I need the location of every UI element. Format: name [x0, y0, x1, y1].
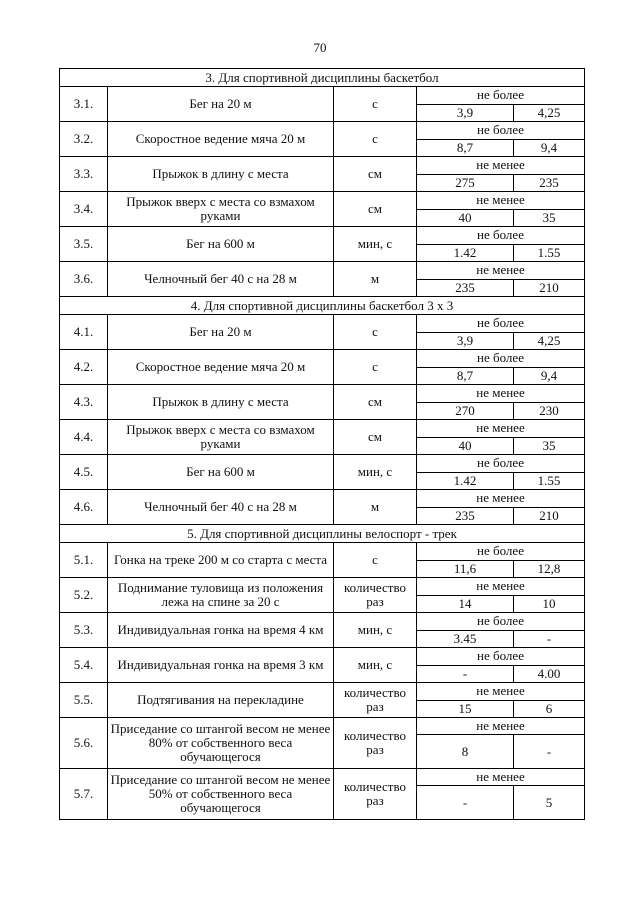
unit: мин, с — [334, 613, 417, 648]
table-row — [60, 718, 585, 735]
value-2: 1.55 — [514, 472, 585, 490]
exercise-name: Прыжок в длину с места — [108, 157, 334, 192]
value-1: 8,7 — [417, 367, 514, 385]
exercise-name: Индивидуальная гонка на время 4 км — [108, 613, 334, 648]
unit: м — [334, 490, 417, 525]
table-row — [60, 227, 585, 245]
table-row — [60, 87, 585, 105]
value-1: 8 — [417, 735, 514, 769]
value-1: 270 — [417, 402, 514, 420]
unit: с — [334, 122, 417, 157]
row-number: 4.3. — [60, 385, 108, 420]
table-row — [60, 315, 585, 333]
unit: с — [334, 315, 417, 350]
value-2: 5 — [514, 786, 585, 820]
page-number: 70 — [313, 40, 327, 55]
row-number: 5.4. — [60, 648, 108, 683]
exercise-name: Прыжок вверх с места со взмахом руками — [108, 192, 334, 227]
exercise-name: Прыжок в длину с места — [108, 385, 334, 420]
exercise-name: Поднимание туловища из положения лежа на спине за 20 с — [108, 578, 334, 613]
value-2: 10 — [514, 595, 585, 613]
value-2: 35 — [514, 209, 585, 227]
row-number: 3.1. — [60, 87, 108, 122]
section-header — [60, 69, 585, 87]
condition: не более — [417, 350, 585, 368]
value-2: 210 — [514, 507, 585, 525]
exercise-name: Приседание со штангой весом не менее 50% от собственного веса обучающегося — [108, 769, 334, 820]
condition: не более — [417, 227, 585, 245]
condition: не менее — [417, 157, 585, 175]
condition: не менее — [417, 578, 585, 596]
value-2: 9,4 — [514, 139, 585, 157]
unit: см — [334, 385, 417, 420]
value-2: 4,25 — [514, 104, 585, 122]
unit: с — [334, 87, 417, 122]
table-row — [60, 192, 585, 210]
condition: не менее — [417, 490, 585, 508]
table-row — [60, 490, 585, 508]
value-1: 14 — [417, 595, 514, 613]
value-1: 11,6 — [417, 560, 514, 578]
value-1: 3,9 — [417, 104, 514, 122]
exercise-name: Приседание со штангой весом не менее 80% от собственного веса обучающегося — [108, 718, 334, 769]
table-row — [60, 683, 585, 701]
condition: не менее — [417, 683, 585, 701]
table-row — [60, 385, 585, 403]
value-2: 9,4 — [514, 367, 585, 385]
table-row — [60, 455, 585, 473]
value-1: 40 — [417, 437, 514, 455]
value-2: 6 — [514, 700, 585, 718]
exercise-name: Подтягивания на перекладине — [108, 683, 334, 718]
unit: см — [334, 192, 417, 227]
unit: мин, с — [334, 648, 417, 683]
unit: количество раз — [334, 578, 417, 613]
row-number: 4.5. — [60, 455, 108, 490]
section-title: 3. Для спортивной дисциплины баскетбол — [60, 69, 585, 87]
value-1: - — [417, 786, 514, 820]
row-number: 4.2. — [60, 350, 108, 385]
condition: не менее — [417, 718, 585, 735]
condition: не менее — [417, 192, 585, 210]
unit: количество раз — [334, 769, 417, 820]
section-title: 4. Для спортивной дисциплины баскетбол 3 х 3 — [60, 297, 585, 315]
row-number: 5.3. — [60, 613, 108, 648]
row-number: 5.1. — [60, 543, 108, 578]
row-number: 4.6. — [60, 490, 108, 525]
table-row — [60, 769, 585, 786]
row-number: 3.6. — [60, 262, 108, 297]
exercise-name: Челночный бег 40 с на 28 м — [108, 490, 334, 525]
table-row — [60, 262, 585, 280]
row-number: 5.5. — [60, 683, 108, 718]
unit: мин, с — [334, 455, 417, 490]
exercise-name: Бег на 600 м — [108, 227, 334, 262]
value-1: 1.42 — [417, 244, 514, 262]
exercise-name: Бег на 600 м — [108, 455, 334, 490]
value-2: 12,8 — [514, 560, 585, 578]
section-header — [60, 297, 585, 315]
row-number: 5.2. — [60, 578, 108, 613]
table-row — [60, 350, 585, 368]
value-2: 35 — [514, 437, 585, 455]
value-2: - — [514, 630, 585, 648]
condition: не более — [417, 122, 585, 140]
unit: см — [334, 420, 417, 455]
exercise-name: Скоростное ведение мяча 20 м — [108, 350, 334, 385]
row-number: 5.6. — [60, 718, 108, 769]
unit: количество раз — [334, 718, 417, 769]
table-row — [60, 648, 585, 666]
value-2: - — [514, 735, 585, 769]
value-1: 235 — [417, 279, 514, 297]
value-2: 235 — [514, 174, 585, 192]
table-row — [60, 122, 585, 140]
row-number: 5.7. — [60, 769, 108, 820]
unit: с — [334, 543, 417, 578]
condition: не менее — [417, 420, 585, 438]
section-header — [60, 525, 585, 543]
row-number: 3.4. — [60, 192, 108, 227]
value-2: 1.55 — [514, 244, 585, 262]
value-1: 1.42 — [417, 472, 514, 490]
exercise-name: Гонка на треке 200 м со старта с места — [108, 543, 334, 578]
value-1: 8,7 — [417, 139, 514, 157]
section-title: 5. Для спортивной дисциплины велоспорт - трек — [60, 525, 585, 543]
table-row — [60, 420, 585, 438]
condition: не более — [417, 315, 585, 333]
row-number: 3.5. — [60, 227, 108, 262]
condition: не более — [417, 648, 585, 666]
exercise-name: Бег на 20 м — [108, 315, 334, 350]
unit: см — [334, 157, 417, 192]
exercise-name: Прыжок вверх с места со взмахом руками — [108, 420, 334, 455]
unit: м — [334, 262, 417, 297]
value-1: 15 — [417, 700, 514, 718]
table-row — [60, 543, 585, 561]
exercise-name: Индивидуальная гонка на время 3 км — [108, 648, 334, 683]
value-1: 235 — [417, 507, 514, 525]
norms-table — [59, 68, 585, 820]
exercise-name: Челночный бег 40 с на 28 м — [108, 262, 334, 297]
condition: не более — [417, 543, 585, 561]
value-1: 3,9 — [417, 332, 514, 350]
row-number: 4.4. — [60, 420, 108, 455]
value-1: 3.45 — [417, 630, 514, 648]
value-1: - — [417, 665, 514, 683]
table-row — [60, 578, 585, 596]
condition: не менее — [417, 769, 585, 786]
value-1: 275 — [417, 174, 514, 192]
value-2: 230 — [514, 402, 585, 420]
condition: не более — [417, 613, 585, 631]
unit: с — [334, 350, 417, 385]
exercise-name: Бег на 20 м — [108, 87, 334, 122]
value-1: 40 — [417, 209, 514, 227]
value-2: 210 — [514, 279, 585, 297]
table-row — [60, 157, 585, 175]
condition: не более — [417, 455, 585, 473]
condition: не более — [417, 87, 585, 105]
condition: не менее — [417, 262, 585, 280]
unit: количество раз — [334, 683, 417, 718]
row-number: 3.2. — [60, 122, 108, 157]
row-number: 4.1. — [60, 315, 108, 350]
unit: мин, с — [334, 227, 417, 262]
table-row — [60, 613, 585, 631]
value-2: 4.00 — [514, 665, 585, 683]
value-2: 4,25 — [514, 332, 585, 350]
exercise-name: Скоростное ведение мяча 20 м — [108, 122, 334, 157]
row-number: 3.3. — [60, 157, 108, 192]
condition: не менее — [417, 385, 585, 403]
